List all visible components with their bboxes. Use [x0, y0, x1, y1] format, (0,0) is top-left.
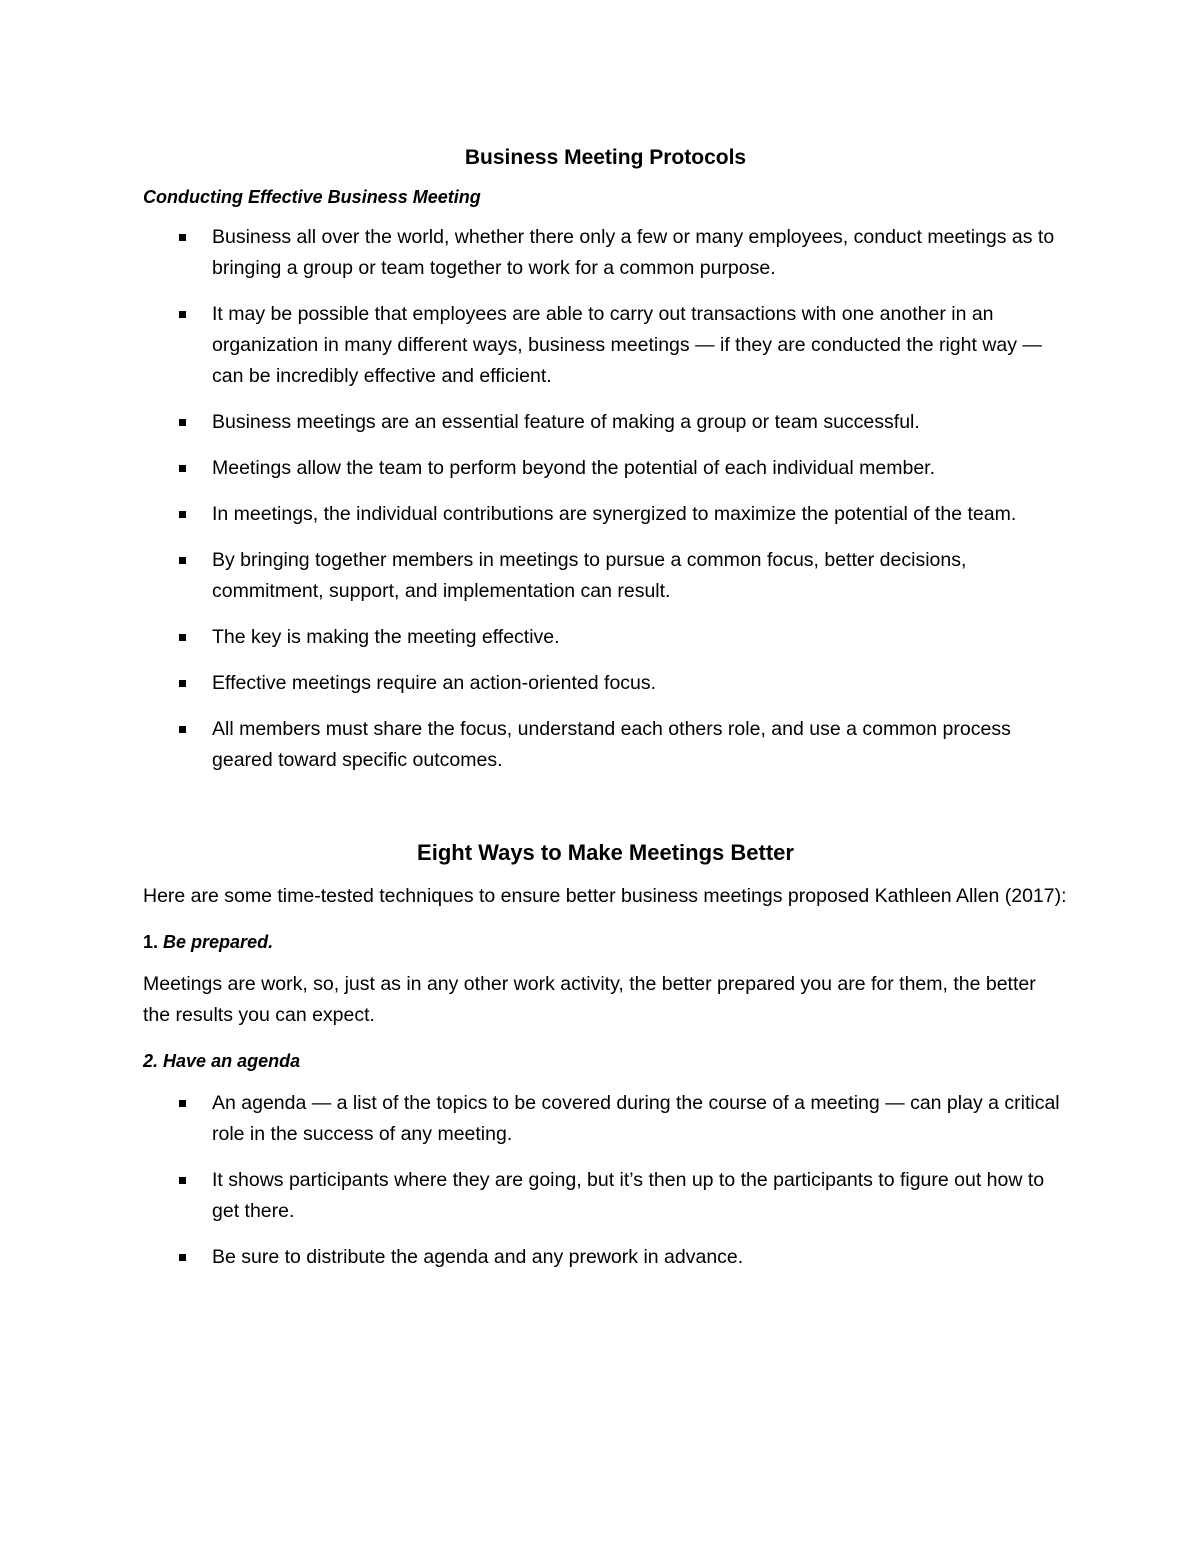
list-item [143, 668, 1068, 699]
step-number: 1. [143, 932, 159, 952]
list-item [143, 622, 1068, 653]
step-text: Have an agenda [163, 1051, 301, 1071]
section-subtitle: Conducting Effective Business Meeting [143, 187, 481, 207]
list-item-text: The key is making the meeting effective. [212, 626, 560, 648]
list-item-text: Be sure to distribute the agenda and any prework in advance. [212, 1246, 744, 1268]
section-eight-ways [143, 833, 1068, 1273]
list-item-text: Business all over the world, whether there only a few or many employees, conduct meetings as to bringing a group or team together to work for a common purpose. [212, 226, 1055, 279]
square-bullet-icon [179, 419, 186, 426]
square-bullet-icon [179, 634, 186, 641]
list-item-text: All members must share the focus, understand each others role, and use a common process geared toward specific outcomes. [212, 718, 1011, 771]
list-item [143, 222, 1068, 284]
document-page [143, 138, 1068, 1288]
square-bullet-icon [179, 557, 186, 564]
document-title: Business Meeting Protocols [464, 146, 747, 169]
square-bullet-icon [179, 1177, 186, 1184]
bullet-list-agenda [143, 1088, 1068, 1273]
step-heading-2 [143, 1046, 1068, 1076]
list-item [143, 453, 1068, 484]
list-item-text: An agenda — a list of the topics to be covered during the course of a meeting — can play a critical role in the success of any meeting. [212, 1092, 1060, 1145]
list-item [143, 1242, 1068, 1273]
list-item-text: It shows participants where they are going, but it’s then up to the participants to figure out how to get there. [212, 1169, 1045, 1222]
square-bullet-icon [179, 1254, 186, 1261]
square-bullet-icon [179, 311, 186, 318]
square-bullet-icon [179, 680, 186, 687]
list-item-text: Effective meetings require an action-oriented focus. [212, 672, 657, 694]
step-text: Be prepared. [163, 932, 274, 952]
bullet-list-conducting [143, 222, 1068, 776]
list-item-text: Meetings allow the team to perform beyond the potential of each individual member. [212, 457, 935, 479]
square-bullet-icon [179, 465, 186, 472]
list-item [143, 407, 1068, 438]
intro-paragraph: Here are some time-tested techniques to ensure better business meetings proposed Kathleen Allen (2017): [143, 885, 1067, 907]
list-item [143, 1165, 1068, 1227]
square-bullet-icon [179, 1100, 186, 1107]
section-heading: Eight Ways to Make Meetings Better [417, 840, 794, 865]
list-item [143, 545, 1068, 607]
list-item [143, 299, 1068, 392]
list-item [143, 714, 1068, 776]
step-heading-1 [143, 927, 1068, 957]
list-item-text: In meetings, the individual contributions are synergized to maximize the potential of the team. [212, 503, 1017, 525]
list-item [143, 1088, 1068, 1150]
list-item-text: By bringing together members in meetings to pursue a common focus, better decisions, commitment, support, and implementation can result. [212, 549, 967, 602]
square-bullet-icon [179, 234, 186, 241]
square-bullet-icon [179, 511, 186, 518]
square-bullet-icon [179, 726, 186, 733]
list-item-text: Business meetings are an essential feature of making a group or team successful. [212, 411, 920, 433]
list-item [143, 499, 1068, 530]
list-item-text: It may be possible that employees are able to carry out transactions with one another in an organization in many different ways, business meetings — if they are conducted the right way — can be incredibly effective and efficient. [212, 303, 1042, 387]
step-1-paragraph: Meetings are work, so, just as in any other work activity, the better prepared you are for them, the better the results you can expect. [143, 973, 1036, 1026]
step-number: 2. [143, 1051, 159, 1071]
